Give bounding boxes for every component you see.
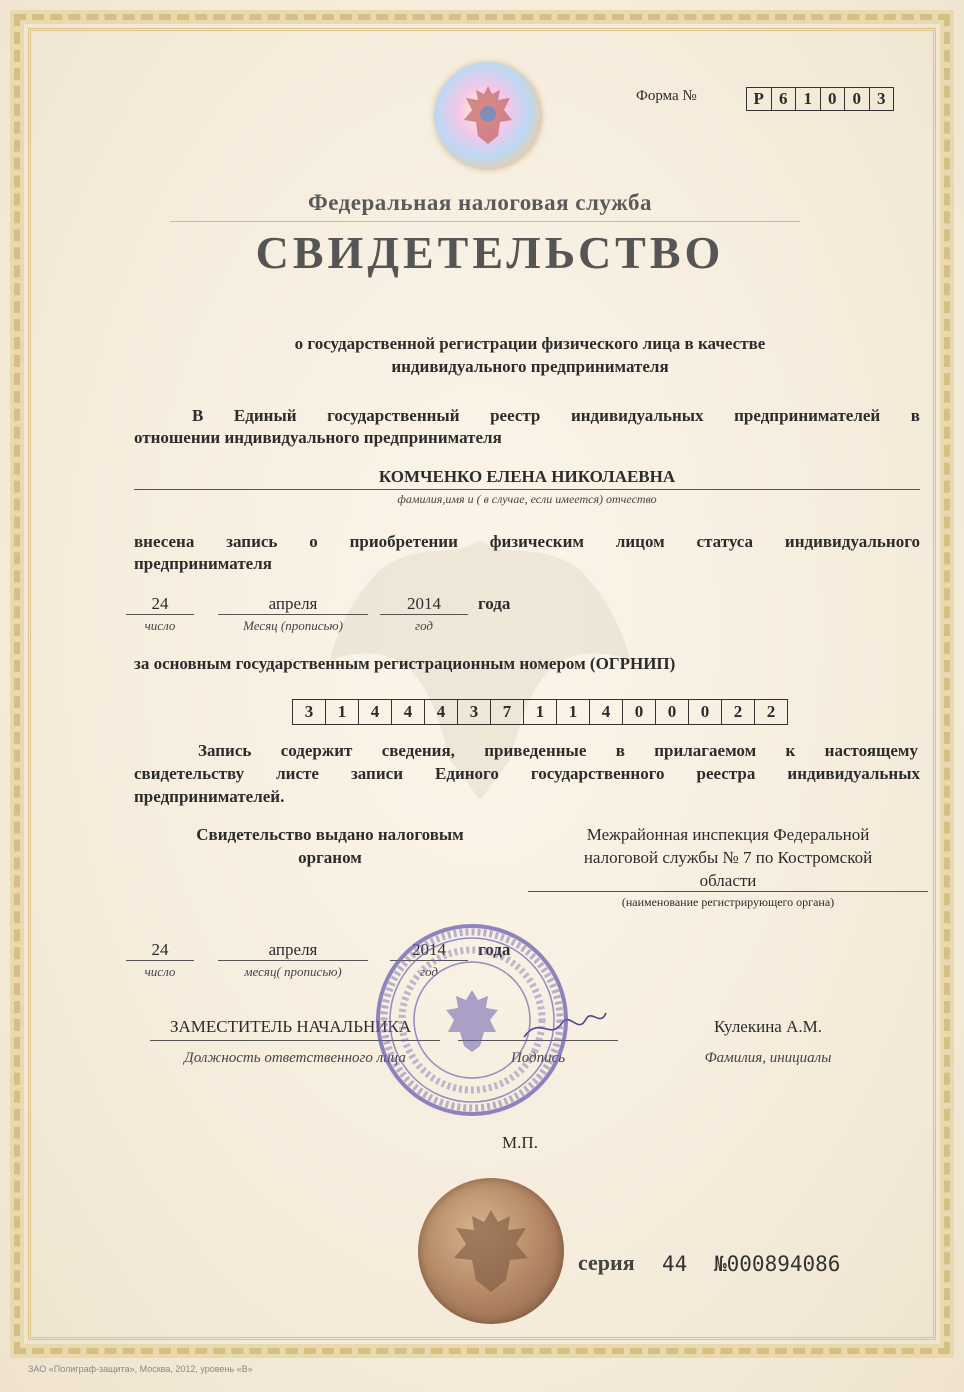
ogrnip-digit: 2	[721, 699, 754, 725]
form-digit: Р	[746, 87, 771, 111]
mp-label: М.П.	[502, 1133, 538, 1152]
date1-day: 24	[126, 594, 194, 615]
agency-divider	[170, 221, 800, 222]
date2-year-caption: год	[420, 964, 438, 979]
ogrnip-label: за основным государственным регистрационным номером (ОГРНИП)	[134, 654, 676, 673]
document-title: СВИДЕТЕЛЬСТВО	[255, 227, 725, 278]
ogrnip-digit: 4	[358, 699, 391, 725]
official-stamp-icon	[372, 920, 572, 1120]
ogrnip-boxes	[292, 699, 788, 725]
ogrnip-digit: 3	[457, 699, 490, 725]
series-label: серия	[578, 1250, 635, 1275]
date2-day: 24	[126, 940, 194, 961]
hologram-emblem-icon	[434, 62, 542, 170]
ogrnip-digit: 0	[655, 699, 688, 725]
date1-month-caption: Месяц (прописью)	[243, 618, 343, 633]
subtitle-line-2: индивидуального предпринимателя	[391, 357, 669, 376]
ogrnip-digit: 1	[523, 699, 556, 725]
ogrnip-digit: 3	[292, 699, 325, 725]
date1-year: 2014	[380, 594, 468, 615]
authority-caption: (наименование регистрирующего органа)	[621, 895, 835, 909]
authority-line-2: налоговой службы № 7 по Костромской	[583, 848, 873, 867]
form-digit: 0	[820, 87, 845, 111]
printer-note: ЗАО «Полиграф-защита», Москва, 2012, уровень «В»	[28, 1364, 253, 1374]
date2-day-caption: число	[144, 964, 176, 979]
ogrnip-digit: 1	[556, 699, 589, 725]
date2-year: 2014	[390, 940, 468, 961]
ogrnip-digit: 7	[490, 699, 523, 725]
paragraph-2-line-1: внесена запись о приобретении физическим лицом статуса индивидуального	[134, 532, 920, 551]
date2-month-caption: месяц( прописью)	[244, 964, 342, 979]
ogrnip-digit: 4	[589, 699, 622, 725]
ogrnip-digit: 2	[754, 699, 788, 725]
form-digit: 0	[844, 87, 869, 111]
paragraph-3-line-2: свидетельству листе записи Единого государственного реестра индивидуальных	[134, 764, 920, 783]
signature-caption: Подпись	[510, 1050, 566, 1066]
paragraph-2-line-2: предпринимателя	[134, 554, 272, 573]
ogrnip-digit: 4	[424, 699, 457, 725]
issued-label-line-2: органом	[298, 848, 362, 867]
issued-label-line-1: Свидетельство выдано налоговым	[196, 825, 464, 844]
paragraph-1-line-1: В Единый государственный реестр индивидуальных предпринимателей в	[192, 406, 920, 425]
paragraph-1-line-2: отношении индивидуального предпринимателя	[134, 428, 502, 447]
form-digit: 3	[869, 87, 895, 111]
date2-suffix: года	[478, 940, 511, 959]
person-name-caption: фамилия,имя и ( в случае, если имеется) отчество	[397, 492, 657, 506]
form-digit: 6	[771, 87, 796, 111]
subtitle-line-1: о государственной регистрации физического лица в качестве	[294, 334, 766, 353]
gold-embossed-seal-icon	[418, 1178, 564, 1324]
ogrnip-digit: 0	[622, 699, 655, 725]
date2-month: апреля	[218, 940, 368, 961]
date1-month: апреля	[218, 594, 368, 615]
date1-suffix: года	[478, 594, 511, 613]
paragraph-3-line-1: Запись содержит сведения, приведенные в прилагаемом к настоящему	[198, 741, 918, 760]
agency-name: Федеральная налоговая служба	[308, 190, 652, 215]
ogrnip-digit: 1	[325, 699, 358, 725]
form-number-boxes	[746, 87, 894, 111]
form-label: Форма №	[636, 88, 697, 104]
signer-position: ЗАМЕСТИТЕЛЬ НАЧАЛЬНИКА	[170, 1017, 412, 1036]
authority-line-3: области	[528, 871, 928, 892]
paragraph-3-line-3: предпринимателей.	[134, 787, 285, 806]
signer-name: Кулекина А.М.	[714, 1017, 822, 1036]
serial-number: №000894086	[714, 1252, 841, 1276]
ogrnip-digit: 4	[391, 699, 424, 725]
signer-caption: Фамилия, инициалы	[704, 1050, 832, 1066]
series-number: 44	[662, 1252, 688, 1276]
position-caption: Должность ответственного лица	[184, 1050, 406, 1066]
date1-year-caption: год	[415, 618, 433, 633]
form-digit: 1	[795, 87, 820, 111]
date1-day-caption: число	[144, 618, 176, 633]
person-full-name: КОМЧЕНКО ЕЛЕНА НИКОЛАЕВНА	[134, 467, 920, 490]
ogrnip-digit: 0	[688, 699, 721, 725]
authority-line-1: Межрайонная инспекция Федеральной	[586, 825, 870, 844]
